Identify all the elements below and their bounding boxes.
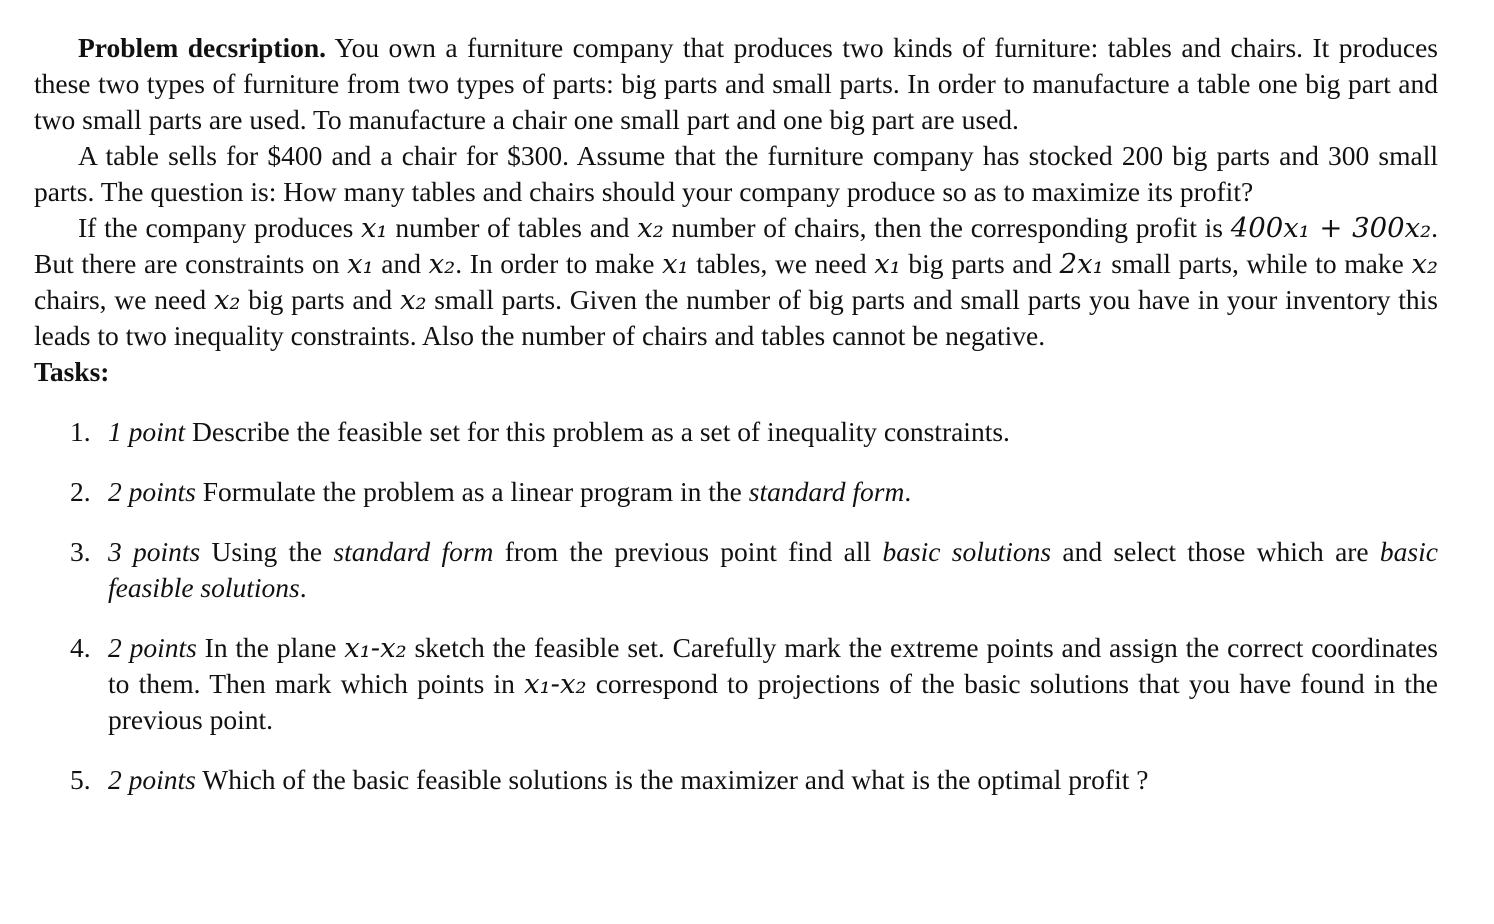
task-text: Which of the basic feasible solutions is the maximizer and what is the optimal profit ? bbox=[195, 764, 1149, 795]
problem-heading: Problem decsription. bbox=[78, 32, 327, 63]
math-plane: x₁-x₂ bbox=[344, 632, 407, 664]
task-text: Using the bbox=[200, 536, 334, 567]
p3-text-i: small parts, while to make bbox=[1103, 248, 1412, 279]
math-x1: x₁ bbox=[361, 212, 388, 244]
task-number: 5. bbox=[70, 764, 91, 795]
task-points: 2 points bbox=[108, 632, 197, 663]
task-list bbox=[34, 414, 1438, 798]
task-item-4 bbox=[34, 630, 1438, 738]
task-item-1 bbox=[34, 414, 1438, 450]
task-text: In the plane bbox=[196, 632, 345, 663]
task-points: 1 point bbox=[108, 416, 186, 447]
task-text: Formulate the problem as a linear program in the bbox=[195, 476, 749, 507]
p3-text-e: and bbox=[373, 248, 429, 279]
math-plane: x₁-x₂ bbox=[524, 668, 587, 700]
math-x2: x₂ bbox=[213, 284, 241, 316]
p3-text-c: number of chairs, then the corresponding profit is bbox=[663, 212, 1231, 243]
task-number: 4. bbox=[70, 632, 91, 663]
p3-text-l: small parts. Given the number of big parts and small parts you have in your inventory this leads to two inequality constraints. Also the number of chairs and tables cannot be negative. bbox=[34, 284, 1439, 351]
p3-text-k: big parts and bbox=[240, 284, 400, 315]
math-x2: x₂ bbox=[399, 284, 427, 316]
math-x1: x₁ bbox=[347, 248, 374, 280]
p3-text-f: . In order to make bbox=[455, 248, 663, 279]
task-points: 2 points bbox=[108, 764, 196, 795]
task-text: correspond to projections of the basic solutions that you have found in the previous point. bbox=[108, 668, 1439, 735]
task-text: . bbox=[904, 476, 912, 507]
task-emphasis: basic solutions bbox=[882, 536, 1052, 567]
task-points: 2 points bbox=[108, 476, 196, 507]
task-item-3 bbox=[34, 534, 1438, 606]
task-emphasis: standard form bbox=[333, 536, 494, 567]
task-number: 3. bbox=[70, 536, 91, 567]
math-x2: x₂ bbox=[637, 212, 664, 244]
p3-text-h: big parts and bbox=[900, 248, 1060, 279]
problem-paragraph-1 bbox=[34, 30, 1438, 138]
math-profit: 400x₁ + 300x₂ bbox=[1230, 212, 1432, 244]
problem-paragraph-2-text: A table sells for $400 and a chair for $300. Assume that the furniture company has stocked 200 big parts and 300 small parts. The question is: How many tables and chairs should your company produce so as to maximize its profit? bbox=[34, 140, 1438, 207]
p3-text-g: tables, we need bbox=[688, 248, 875, 279]
task-item-5 bbox=[34, 762, 1438, 798]
math-x2: x₂ bbox=[428, 248, 456, 280]
problem-paragraph-2 bbox=[34, 138, 1438, 210]
task-number: 1. bbox=[70, 416, 91, 447]
p3-text-b: number of tables and bbox=[387, 212, 638, 243]
p3-text-d: . But there are constraints on bbox=[34, 212, 1438, 279]
p3-text-j: chairs, we need bbox=[34, 284, 214, 315]
task-emphasis: basic feasible solutions bbox=[108, 536, 1438, 603]
task-text: sketch the feasible set. Carefully mark the extreme points and assign the correct coordinates to them. Then mark which points in bbox=[108, 632, 1439, 699]
task-text: Describe the feasible set for this problem as a set of inequality constraints. bbox=[185, 416, 1010, 447]
problem-paragraph-3 bbox=[34, 210, 1438, 354]
task-item-2 bbox=[34, 474, 1438, 510]
task-text: . bbox=[299, 572, 307, 603]
task-text: and select those which are bbox=[1051, 536, 1380, 567]
task-number: 2. bbox=[70, 476, 91, 507]
problem-paragraph-1-text: You own a furniture company that produces two kinds of furniture: tables and chairs. It produces these two types of furniture from two types of parts: big parts and small parts. In order to manufacture a table one big part and two small parts are used. To manufacture a chair one small part and one big part are used. bbox=[34, 32, 1438, 135]
task-points: 3 points bbox=[108, 536, 201, 567]
math-x1: x₁ bbox=[662, 248, 689, 280]
math-2x1: 2x₁ bbox=[1059, 248, 1104, 280]
p3-text-a: If the company produces bbox=[78, 212, 362, 243]
task-emphasis: standard form bbox=[748, 476, 905, 507]
task-text: from the previous point find all bbox=[493, 536, 883, 567]
document-body bbox=[34, 30, 1438, 822]
tasks-heading: Tasks: bbox=[34, 356, 110, 387]
math-x2: x₂ bbox=[1411, 248, 1438, 280]
math-x1: x₁ bbox=[874, 248, 901, 280]
